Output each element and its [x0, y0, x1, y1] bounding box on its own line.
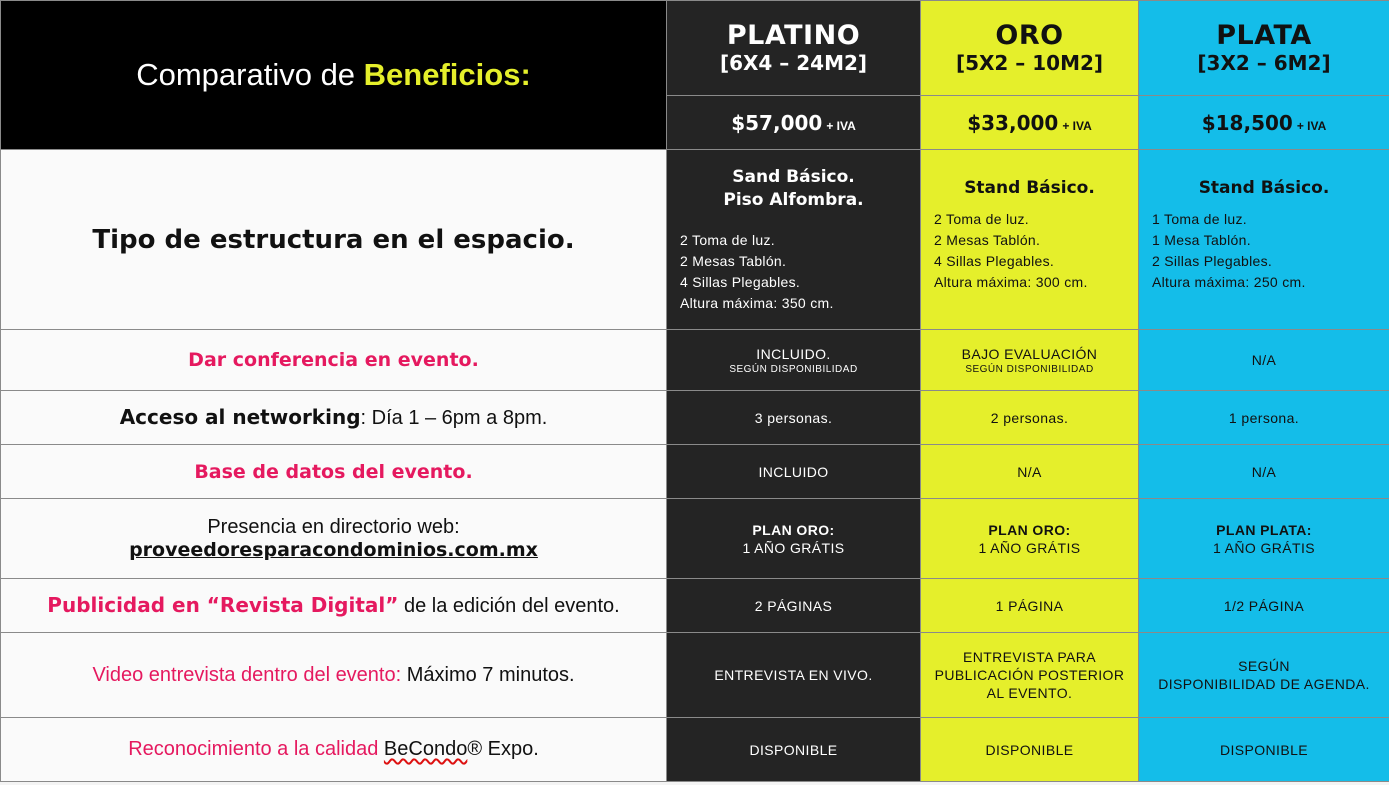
structure-oro: Stand Básico. 2 Toma de luz. 2 Mesas Tablón. 4 Sillas Plegables. Altura máxima: 300 cm.	[921, 150, 1139, 330]
tier-name-plata: PLATA	[1216, 20, 1312, 51]
tier-size-platino: [6X4 – 24M2]	[719, 51, 868, 75]
structure-label: Tipo de estructura en el espacio.	[92, 224, 575, 255]
conferencia-oro: BAJO EVALUACIÓN SEGÚN DISPONIBILIDAD	[921, 330, 1139, 391]
publicidad-platino: 2 PÁGINAS	[667, 579, 921, 633]
row-label-base-datos: Base de datos del evento.	[1, 445, 667, 499]
structure-label-cell	[1, 150, 667, 330]
structure-platino: Sand Básico. Piso Alfombra. 2 Toma de luz. 2 Mesas Tablón. 4 Sillas Plegables. Altura máxima: 350 cm.	[667, 150, 921, 330]
networking-oro: 2 personas.	[921, 391, 1139, 445]
row-label-directorio: Presencia en directorio web: proveedoresparacondominios.com.mx	[1, 499, 667, 579]
conferencia-platino: INCLUIDO. SEGÚN DISPONIBILIDAD	[667, 330, 921, 391]
networking-plata: 1 persona.	[1139, 391, 1389, 445]
conferencia-plata: N/A	[1139, 330, 1389, 391]
structure-plata: Stand Básico. 1 Toma de luz. 1 Mesa Tablón. 2 Sillas Plegables. Altura máxima: 250 cm.	[1139, 150, 1389, 330]
price-oro: $33,000 + IVA	[921, 96, 1139, 150]
directory-link[interactable]: proveedoresparacondominios.com.mx	[129, 539, 538, 561]
tier-header-oro	[921, 1, 1139, 96]
tier-name-platino: PLATINO	[726, 20, 861, 51]
publicidad-oro: 1 PÁGINA	[921, 579, 1139, 633]
price-plata: $18,500 + IVA	[1139, 96, 1389, 150]
directorio-plata: PLAN PLATA: 1 AÑO GRÁTIS	[1139, 499, 1389, 579]
reconocimiento-oro: DISPONIBLE	[921, 718, 1139, 782]
title-cell	[1, 1, 667, 150]
tier-name-oro: ORO	[995, 20, 1064, 51]
page-title: Comparativo de Beneficios:	[136, 57, 531, 92]
base-datos-platino: INCLUIDO	[667, 445, 921, 499]
tier-header-platino	[667, 1, 921, 96]
directorio-oro: PLAN ORO: 1 AÑO GRÁTIS	[921, 499, 1139, 579]
row-label-publicidad: Publicidad en “Revista Digital” de la edición del evento.	[1, 579, 667, 633]
row-label-networking: Acceso al networking: Día 1 – 6pm a 8pm.	[1, 391, 667, 445]
video-platino: ENTREVISTA EN VIVO.	[667, 633, 921, 718]
tier-header-plata	[1139, 1, 1389, 96]
brand-name: BeCondo	[383, 738, 468, 760]
reconocimiento-plata: DISPONIBLE	[1139, 718, 1389, 782]
reconocimiento-platino: DISPONIBLE	[667, 718, 921, 782]
tier-size-oro: [5X2 – 10M2]	[955, 51, 1104, 75]
base-datos-oro: N/A	[921, 445, 1139, 499]
tier-size-plata: [3X2 – 6M2]	[1197, 51, 1331, 75]
row-label-conferencia: Dar conferencia en evento.	[1, 330, 667, 391]
video-oro: ENTREVISTA PARA PUBLICACIÓN POSTERIOR AL EVENTO.	[921, 633, 1139, 718]
networking-platino: 3 personas.	[667, 391, 921, 445]
directorio-platino: PLAN ORO: 1 AÑO GRÁTIS	[667, 499, 921, 579]
price-platino: $57,000 + IVA	[667, 96, 921, 150]
video-plata: SEGÚN DISPONIBILIDAD DE AGENDA.	[1139, 633, 1389, 718]
publicidad-plata: 1/2 PÁGINA	[1139, 579, 1389, 633]
row-label-reconocimiento: Reconocimiento a la calidad BeCondo® Expo.	[1, 718, 667, 782]
row-label-video: Video entrevista dentro del evento: Máximo 7 minutos.	[1, 633, 667, 718]
base-datos-plata: N/A	[1139, 445, 1389, 499]
